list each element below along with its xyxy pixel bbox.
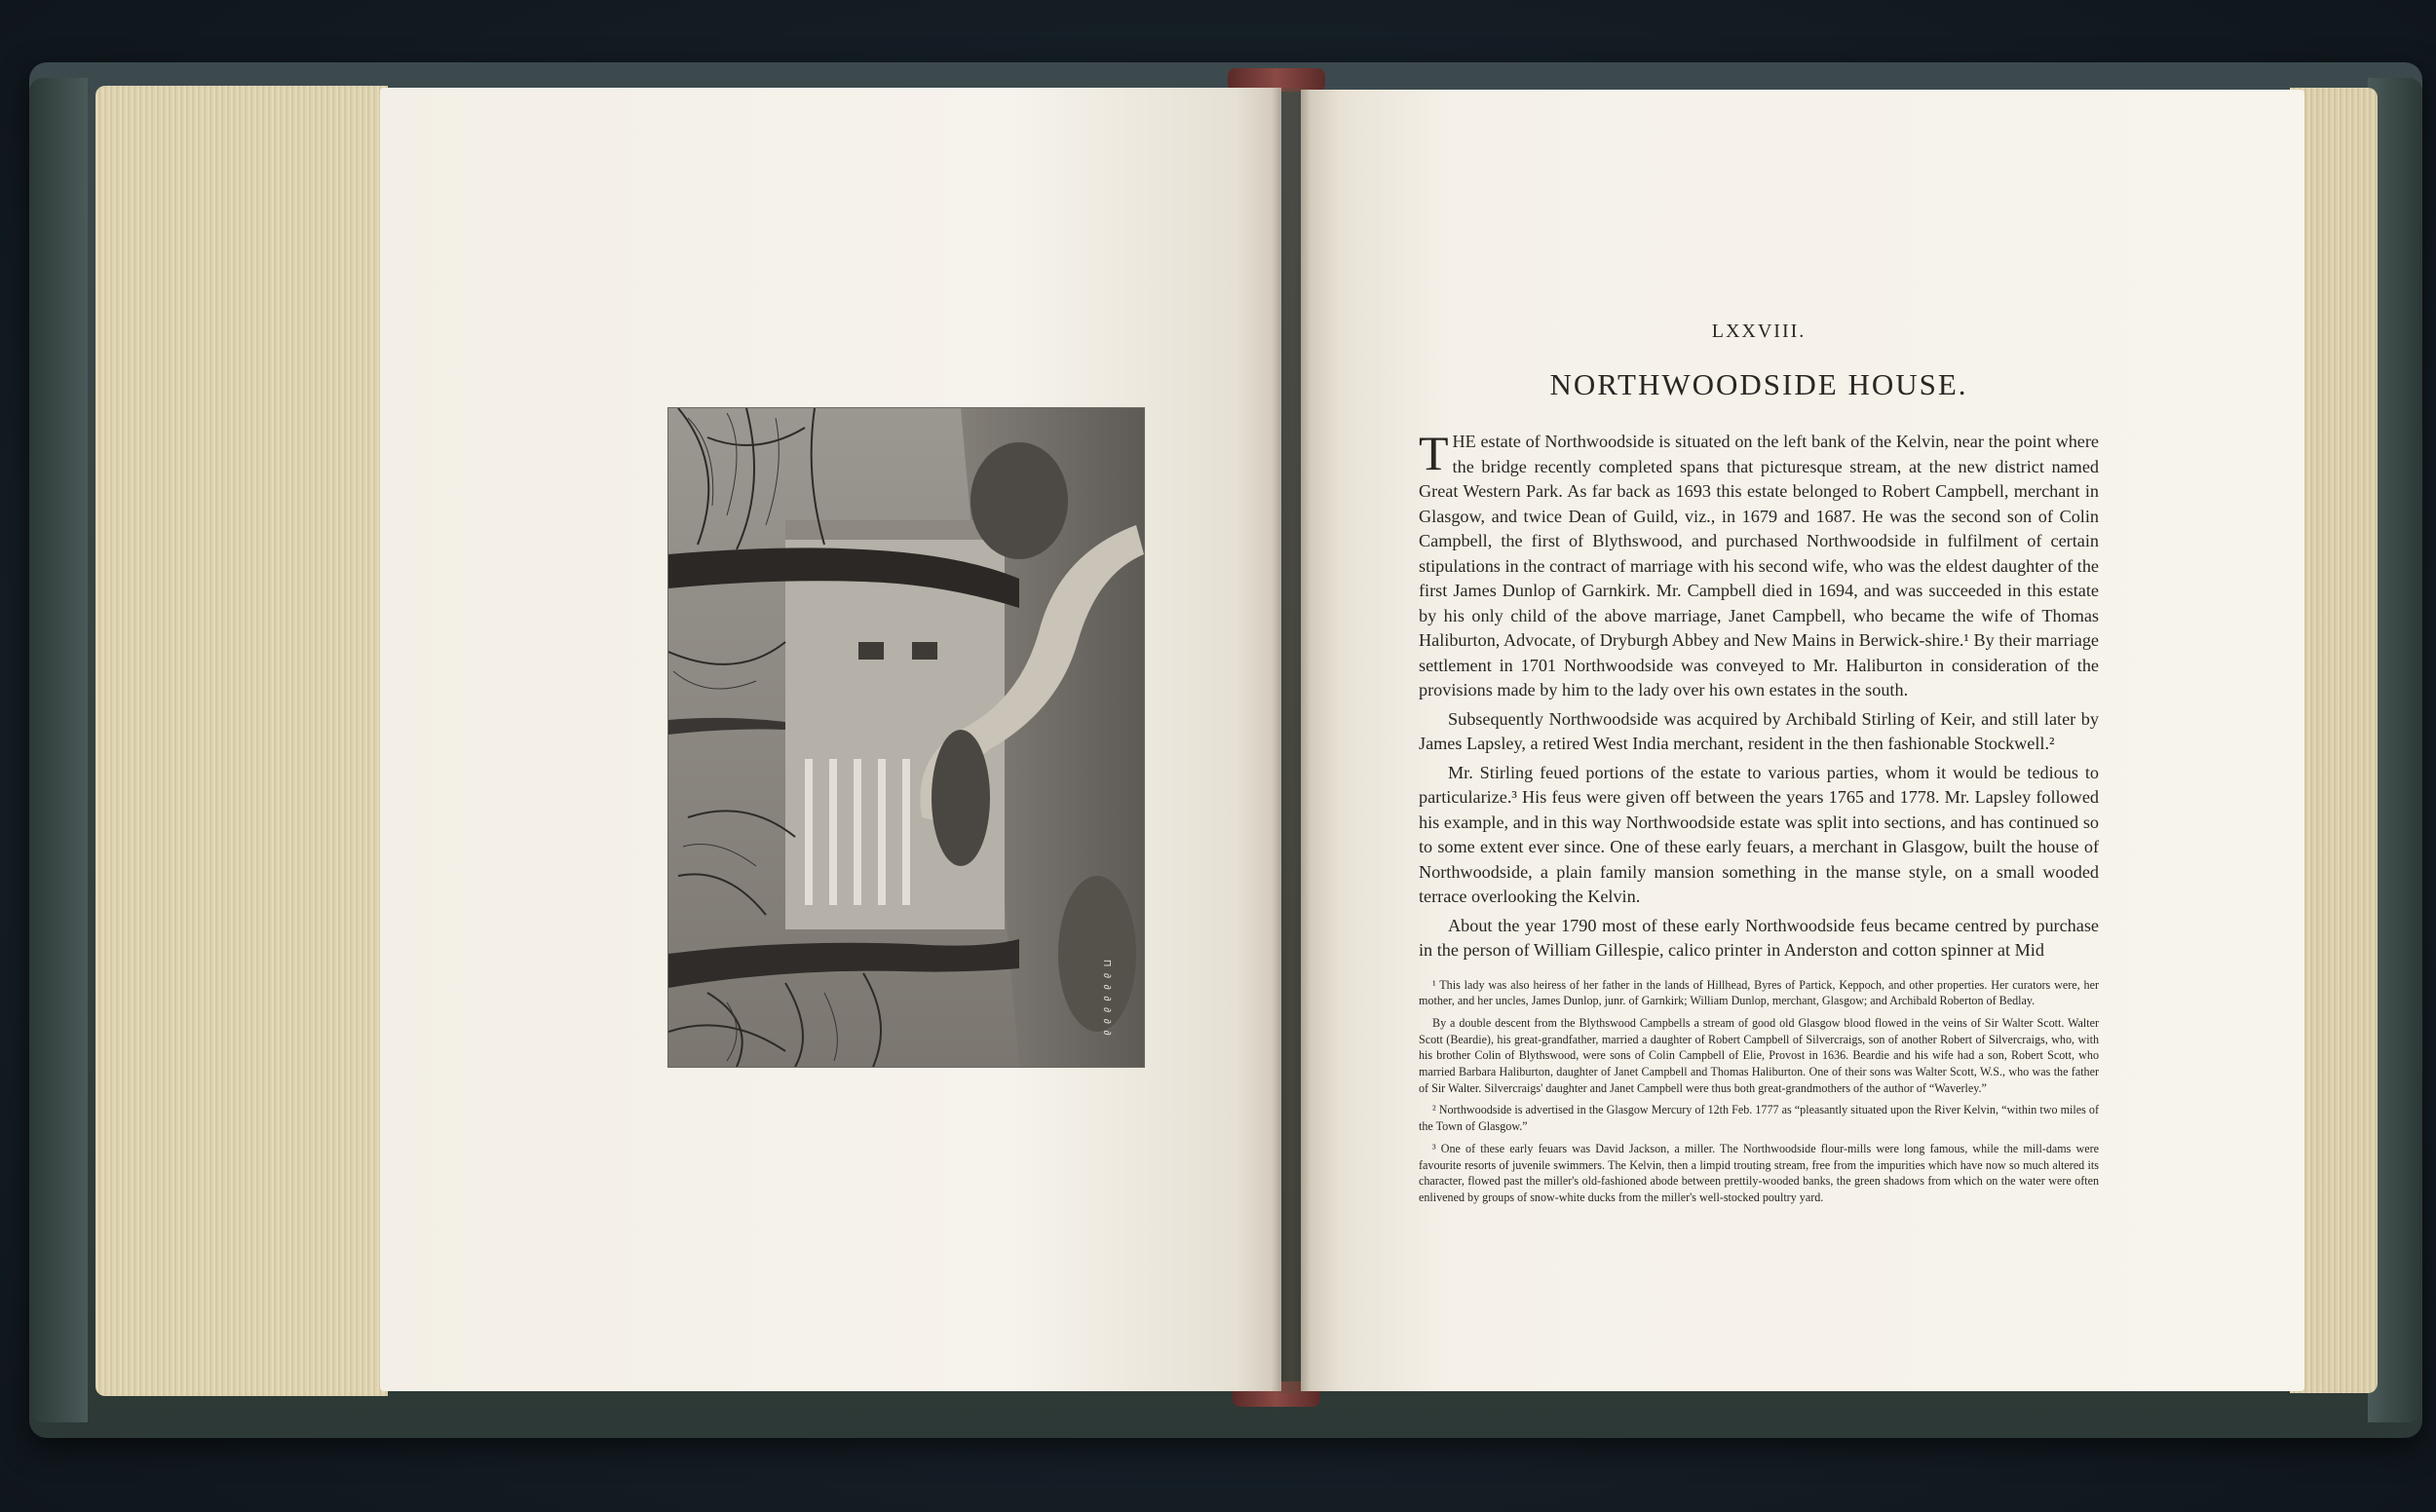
paragraph-text: HE estate of Northwoodside is situated on the left bank of the Kelvin, near the point where the bridge recently completed spans that picturesque stream, at the new district named Great Western Park. As far back as 1693 this estate belonged to Robert Campbell, merchant in Glasgow, and twice Dean of Guild, viz., in 1679 and 1687. He was the second son of Colin Campbell, the first of Blythswood, and purchased Northwoodside in fulfilment of certain stipulations in the contract of marriage with his second wife, who was the eldest daughter of the first James Dunlop of Garnkirk. Mr. Campbell died in 1694, and was succeeded in this estate by his only child of the above marriage, Janet Campbell, who became the wife of Thomas Haliburton, Advocate, of Dryburgh Abbey and New Mains in Berwick-shire.¹ By their marriage settlement in 1701 Northwoodside was conveyed to Mr. Haliburton in consideration of the provisions made by him to the lady over his own estates in the south. (1419, 432, 2099, 699)
footnote: ³ One of these early feuars was David Jackson, a miller. The Northwoodside flour-mills were long famous, while the mill-dams were favourite resorts of juvenile swimmers. The Kelvin, then a limpid trouting stream, free from the impurities which have now so much altered its character, flowed past the miller's old-fashioned abode between prettily-wooded banks, the green shadows from which on the water were often enlivened by groups of snow-white ducks from the miller's well-stocked poultry yard. (1419, 1141, 2099, 1204)
footnotes (1419, 977, 2099, 1206)
paragraph: About the year 1790 most of these early Northwoodside feus became centred by purchase in the person of William Gillespie, calico printer in Anderston and cotton spinner at Mid (1419, 915, 2099, 960)
book-gutter (1272, 88, 1311, 1393)
page-stack-left (95, 86, 388, 1396)
paragraph (1419, 426, 2099, 703)
right-page-text (1419, 317, 2099, 1212)
footnote: By a double descent from the Blythswood Campbells a stream of good old Glasgow blood flowed in the veins of Sir Walter Scott. Walter Scott (Beardie), his great-grandfather, married a daughter of Robert Campbell of Silvercraigs, son of another Robert of Silvercraigs, who, with his brother Colin of Blythswood, were sons of Colin Campbell of Elie, Provost in 1636. Beardie and his wife had a son, Robert Scott, who married Barbara Haliburton, daughter of Janet Campbell and Thomas Haliburton. One of their sons was Walter Scott, W.S., who was the father of Sir Walter. Silvercraigs' daughter and Janet Campbell were thus both great-grandmothers of the author of “Waverley.” (1419, 1015, 2099, 1095)
house-photograph (668, 408, 1144, 1067)
drop-cap: T (1419, 426, 1449, 480)
paragraph: Subsequently Northwoodside was acquired by Archibald Stirling of Keir, and still later by James Lapsley, a retired West India merchant, resident in the then fashionable Stockwell.² (1419, 708, 2099, 753)
chapter-number: LXXVIII. (1711, 321, 1807, 342)
cover-edge-left (29, 78, 88, 1422)
footnote: ¹ This lady was also heiress of her father in the lands of Hillhead, Byres of Partick, Keppoch, and other properties. Her curators were, her mother, and her uncles, James Dunlop, junr. of Garnkirk; William Dunlop, merchant, Glasgow; and Archibald Roberton of Bedlay. (1419, 977, 2099, 1008)
footnote: ² Northwoodside is advertised in the Glasgow Mercury of 12th Feb. 1777 as “pleasantly situated upon the River Kelvin, “within two miles of the Town of Glasgow.” (1419, 1103, 2099, 1134)
paragraph: Mr. Stirling feued portions of the estate to various parties, whom it would be tedious to particularize.³ His feus were given off between the years 1765 and 1778. Mr. Lapsley followed his example, and in this way Northwoodside estate was split into sections, and has continued so to some extent ever since. One of these early feuars, a merchant in Glasgow, built the house of Northwoodside, a plain family mansion something in the manse style, on a small wooded terrace overlooking the Kelvin. (1419, 762, 2099, 906)
body-text (1419, 426, 2099, 964)
chapter-title: NORTHWOODSIDE HOUSE. (1549, 367, 1968, 401)
photo-caption: Π ∂ ∂ ∂ ∂ ∂ ∂ (1101, 960, 1112, 1038)
